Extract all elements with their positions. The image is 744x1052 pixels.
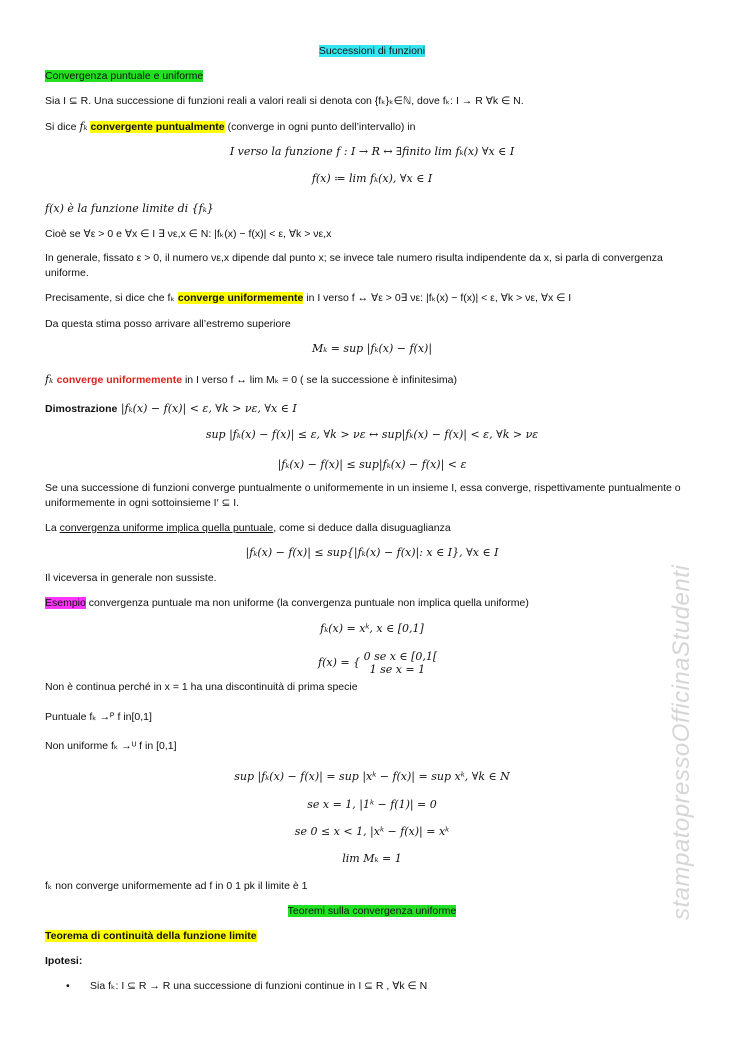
equation-3: Mₖ = sup |fₖ(x) − f(x)| xyxy=(311,342,433,355)
text-fragment: (converge in ogni punto dell’intervallo) in xyxy=(224,121,416,133)
highlight-converge-uniformemente: converge uniformemente xyxy=(177,292,304,304)
paragraph-viceversa: Il viceversa in generale non sussiste. xyxy=(45,572,217,584)
math-fk: fₖ xyxy=(79,120,88,133)
case-2: 1 se x = 1 xyxy=(369,663,426,676)
equation-4: sup |fₖ(x) − f(x)| ≤ ε, ∀k > νε ↔ sup|fₖ(x) − f(x)| < ε, ∀k > νε xyxy=(205,428,539,441)
paragraph-dimostrazione xyxy=(45,402,297,415)
equation-7: fₖ(x) = xᵏ, x ∈ [0,1] xyxy=(320,622,424,635)
paragraph-generale-line1: In generale, fissato ε > 0, il numero νε,x dipende dal punto x; se invece tale numero risulta indipendente da x, si parla di convergenza xyxy=(45,252,663,264)
red-converge-uniformemente: converge uniformemente xyxy=(56,374,183,386)
paragraph-definition: Sia I ⊆ R. Una successione di funzioni reali a valori reali si denota con {fₖ}ₖ∈ℕ, dove fₖ: I → R ∀k ∈ N. xyxy=(45,95,524,107)
paragraph-sottoinsieme-line1: Se una successione di funzioni converge puntualmente o uniformemente in un insieme I, essa converge, rispettivamente puntualmente o xyxy=(45,482,681,494)
paragraph-generale-line2: uniforme. xyxy=(45,267,89,279)
case-1: 0 se x ∈ [0,1[ xyxy=(363,650,438,663)
paragraph-implica xyxy=(45,522,451,534)
text-fragment: convergenza puntuale ma non uniforme (la convergenza puntuale non implica quella uniforme) xyxy=(85,597,529,609)
text-fragment: La xyxy=(45,522,60,534)
watermark: stampatopressoOfficinaStudenti xyxy=(668,564,695,920)
equation-5: |fₖ(x) − f(x)| ≤ sup|fₖ(x) − f(x)| < ε xyxy=(277,458,467,471)
paragraph-uniforme xyxy=(45,292,571,304)
equation-8 xyxy=(318,650,437,676)
page-title-text: Successioni di funzioni xyxy=(318,45,426,57)
equation-8-lhs: f(x) = { xyxy=(318,656,361,669)
text-fragment: in I verso f ↔ lim Mₖ = 0 ( se la successione è infinitesima) xyxy=(182,374,457,386)
paragraph-esempio xyxy=(45,597,529,609)
equation-6: |fₖ(x) − f(x)| ≤ sup{|fₖ(x) − f(x)|: x ∈ I}, ∀x ∈ I xyxy=(245,546,499,559)
paragraph-non-uniforme: Non uniforme fₖ →ᵁ f in [0,1] xyxy=(45,740,177,752)
paragraph-puntuale: Puntuale fₖ →ᴾ f in[0,1] xyxy=(45,711,152,723)
paragraph-puntuale xyxy=(45,120,416,133)
text-fragment: Si dice xyxy=(45,121,80,133)
text-fragment: Precisamente, si dice che fₖ xyxy=(45,292,178,304)
text-fragment: , come si deduce dalla disuguaglianza xyxy=(273,522,451,534)
subheading-text: Teorema di continuità della funzione limite xyxy=(45,930,257,942)
section-heading-text: Convergenza puntuale e uniforme xyxy=(45,70,204,82)
paragraph-stima: Da questa stima posso arrivare all’estremo superiore xyxy=(45,318,291,330)
ipotesi-label: Ipotesi: xyxy=(45,955,83,967)
paragraph-funzione-limite: f(x) è la funzione limite di {fₖ} xyxy=(45,202,214,215)
text-fragment: in I verso f ↔ ∀ε > 0∃ νε: |fₖ(x) − f(x)| < ε, ∀k > νε, ∀x ∈ I xyxy=(303,292,572,304)
equation-10: se x = 1, |1ᵏ − f(1)| = 0 xyxy=(307,798,437,811)
paragraph-discontinuita: Non è continua perché in x = 1 ha una discontinuità di prima specie xyxy=(45,681,358,693)
subheading-teorema xyxy=(45,930,257,942)
paragraph-mk xyxy=(45,373,457,386)
equation-11: se 0 ≤ x < 1, |xᵏ − f(x)| = xᵏ xyxy=(294,825,450,838)
dimostrazione-label: Dimostrazione xyxy=(45,403,118,415)
equation-1: I verso la funzione f : I → R ↔ ∃finito lim fₖ(x) ∀x ∈ I xyxy=(229,145,515,158)
equation-12: lim Mₖ = 1 xyxy=(342,852,402,865)
equation-2: f(x) ≔ lim fₖ(x), ∀x ∈ I xyxy=(311,172,433,185)
math-fk: fₖ xyxy=(45,373,57,386)
highlight-convergente-puntualmente: convergente puntualmente xyxy=(90,121,225,133)
bullet-item-1: Sia fₖ: I ⊆ R → R una successione di funzioni continue in I ⊆ R , ∀k ∈ N xyxy=(90,980,428,992)
paragraph-sottoinsieme-line2: uniformemente in ogni sottoinsieme I′ ⊆ I. xyxy=(45,497,240,509)
page-title xyxy=(0,45,744,57)
paragraph-cioe: Cioè se ∀ε > 0 e ∀x ∈ I ∃ νε,x ∈ N: |fₖ(x) − f(x)| < ε, ∀k > νε,x xyxy=(45,228,332,240)
highlight-esempio: Esempio xyxy=(45,597,86,609)
equation-8-cases xyxy=(364,650,438,676)
paragraph-conclusione: fₖ non converge uniformemente ad f in 0 1 pk il limite è 1 xyxy=(45,880,308,892)
equation-9: sup |fₖ(x) − f(x)| = sup |xᵏ − f(x)| = sup xᵏ, ∀k ∈ N xyxy=(234,770,510,783)
bullet-dot: • xyxy=(66,980,70,992)
math-fragment: |fₖ(x) − f(x)| < ε, ∀k > νε, ∀x ∈ I xyxy=(117,402,297,415)
section-heading-teoremi xyxy=(0,905,744,917)
section-heading-text: Teoremi sulla convergenza uniforme xyxy=(287,905,457,917)
section-heading-convergenza xyxy=(45,70,203,82)
underlined-text: convergenza uniforme implica quella puntuale xyxy=(59,522,274,534)
